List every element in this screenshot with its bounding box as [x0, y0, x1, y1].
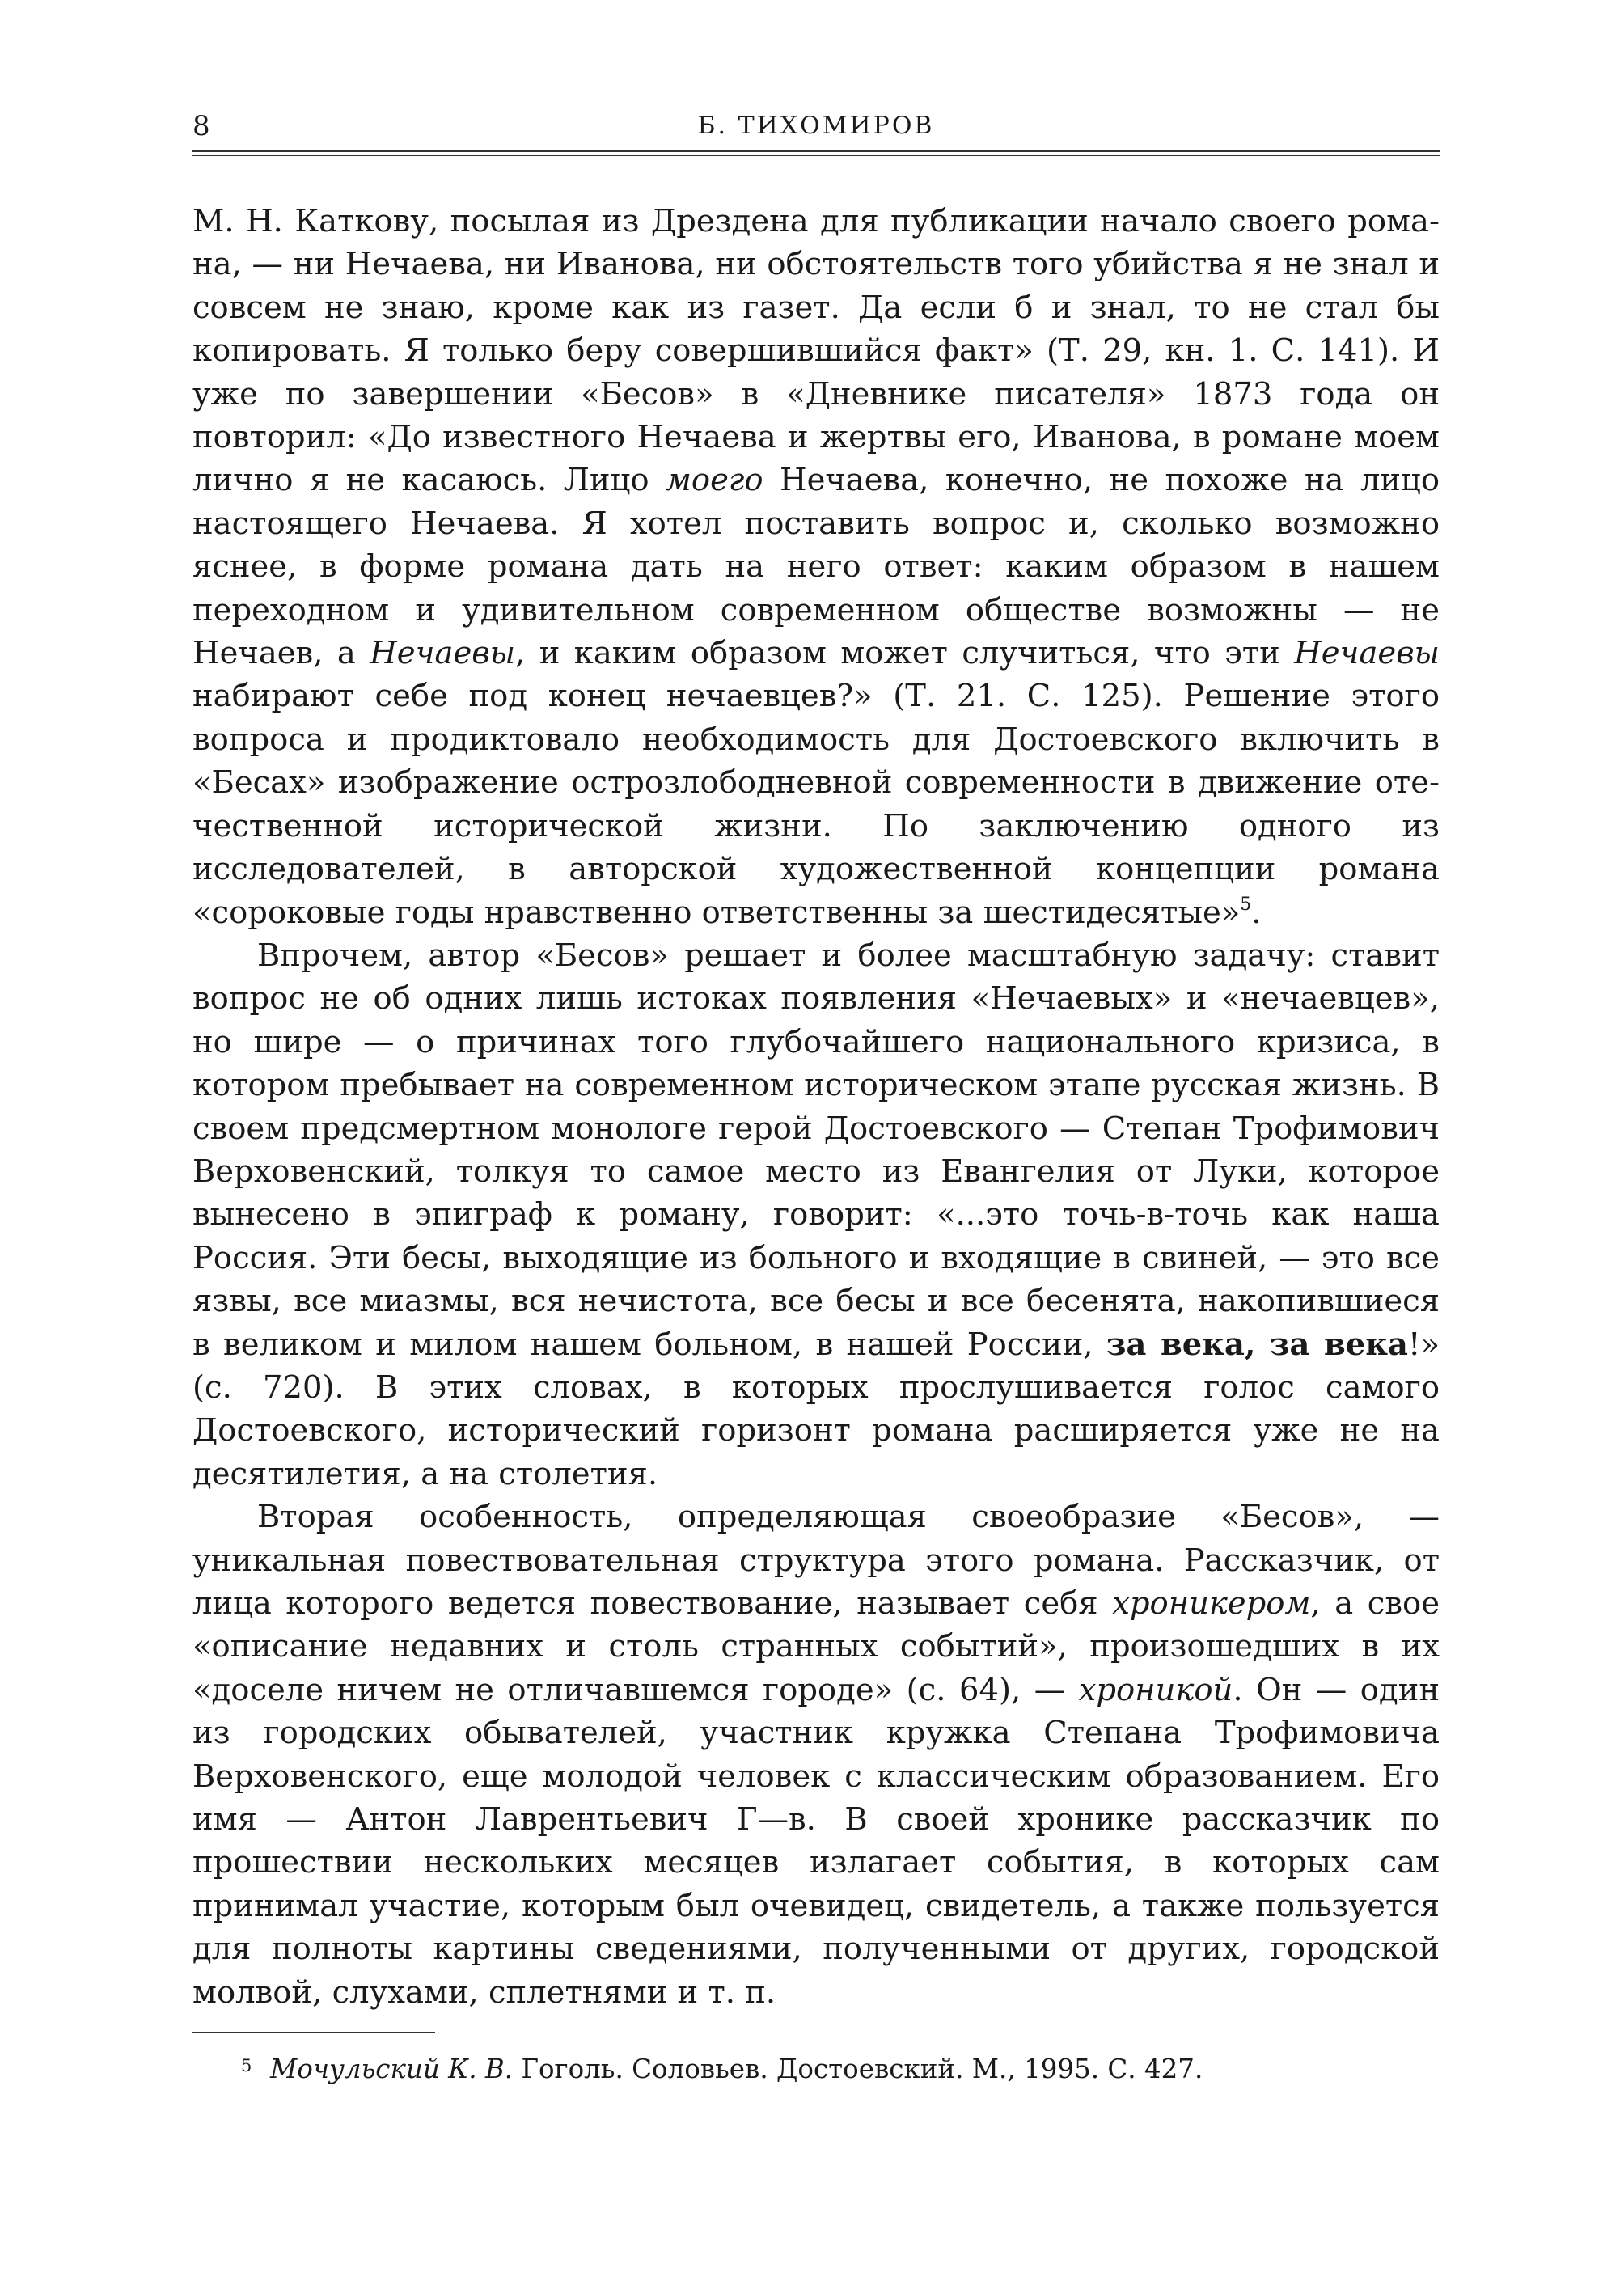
text-run: М. Н. Каткову, посылая из Дрездена для публикации начало своего романа, — ни Нечаева, ни Иванова, ни обстоятельств того убийства я не знал и совсем не знаю, кроме как из газет. Да если б и знал, то не стал бы копировать. Я только беру совершившийся факт» (Т. 29, кн. 1. С. 141). И уже по завершении «Бесов» в «Дневнике писателя» 1873 года он повторил: «До известного Нечаева и жертвы его, Иванова, в романе моем лично я не касаюсь. Лицо	[192, 203, 1440, 499]
footnote-text	[241, 2051, 1440, 2087]
italic-run: Нечаевы	[370, 635, 516, 672]
text-run: , а свое «описание недавних и столь странных событий», произошедших в их «доселе ничем не отличавшемся городе» (с. 64), —	[192, 1585, 1440, 1708]
italic-run: хроникой	[1078, 1671, 1233, 1708]
footnote	[192, 2051, 1440, 2087]
footnote-author: Мочульский К. В.	[270, 2054, 514, 2085]
text-run: Нечаева, конечно, не похоже на лицо настоящего Нечаева. Я хотел поставить вопрос и, сколько возможно яснее, в форме романа дать на него ответ: каким образом в нашем переходном и удивительном современном обществе возможны — не Нечаев, а	[192, 462, 1440, 672]
footnote-mark: 5	[241, 2056, 252, 2076]
paragraph-2	[192, 934, 1440, 1496]
text-run: !» (с. 720). В этих словах, в которых прослушивается голос самого Достоевского, исторический горизонт романа расширяется уже не на десятилетия, а на столетия.	[192, 1326, 1440, 1492]
footnote-citation: Гоголь. Соловьев. Достоевский. М., 1995. С. 427.	[513, 2054, 1203, 2085]
text-run: , и каким образом может случиться, что эти	[515, 635, 1295, 672]
book-page	[192, 104, 1440, 2087]
page-number: 8	[192, 110, 210, 142]
italic-run: моего	[666, 462, 763, 499]
text-run: .	[1251, 894, 1262, 931]
text-run: набирают себе под конец нечаевцев?» (Т. 21. С. 125). Решение этого вопроса и продиктовало необходимость для Достоевского включить в «Бесах» изображение острозлободневной современности в движение отечественной исторической жизни. По заключению одного из исследователей, в авторской художественной концепции романа «сороковые годы нравственно ответственны за шестидесятые»	[192, 678, 1440, 931]
italic-run: Нечаевы	[1294, 635, 1440, 672]
paragraph-1	[192, 200, 1440, 934]
text-run: Вторая особенность, определяющая своеобразие «Бесов», — уникальная повествовательная структура этого романа. Рассказчик, от лица которого ведется повествование, называет себя	[192, 1499, 1440, 1622]
running-head-author: Б. ТИХОМИРОВ	[697, 112, 935, 140]
footnote-rule	[192, 2032, 435, 2033]
bold-run: за века, за века	[1106, 1326, 1408, 1363]
header-rule	[192, 150, 1440, 156]
main-text	[192, 200, 1440, 2014]
footnote-ref[interactable]: 5	[1240, 894, 1252, 915]
running-head	[192, 104, 1440, 142]
text-run: Впрочем, автор «Бесов» решает и более масштабную задачу: ставит вопрос не об одних лишь истоках появления «Нечаевых» и «нечаевцев», но шире — о причинах того глубочайшего национального кризиса, в котором пребывает на современном историческом этапе русская жизнь. В своем предсмертном монологе герой Достоевского — Степан Трофимович Верховенский, толкуя то самое место из Евангелия от Луки, которое вынесено в эпиграф к роману, говорит: «...это точь-в-точь как наша Россия. Эти бесы, выходящие из больного и входящие в свиней, — это все язвы, все миазмы, вся нечистота, все бесы и все бесенята, накопившиеся в великом и милом нашем больном, в нашей России,	[192, 937, 1440, 1363]
text-run: . Он — один из городских обывателей, участник кружка Степана Трофимовича Верховенского, еще молодой человек с классическим образованием. Его имя — Антон Лаврентьевич Г—в. В своей хронике рассказчик по прошествии нескольких месяцев излагает события, в которых сам принимал участие, которым был очевидец, свидетель, а также пользуется для полноты картины сведениями, полученными от других, городской молвой, слухами, сплетнями и т. п.	[192, 1671, 1440, 2011]
italic-run: хроникером	[1112, 1585, 1311, 1622]
paragraph-3	[192, 1496, 1440, 2014]
